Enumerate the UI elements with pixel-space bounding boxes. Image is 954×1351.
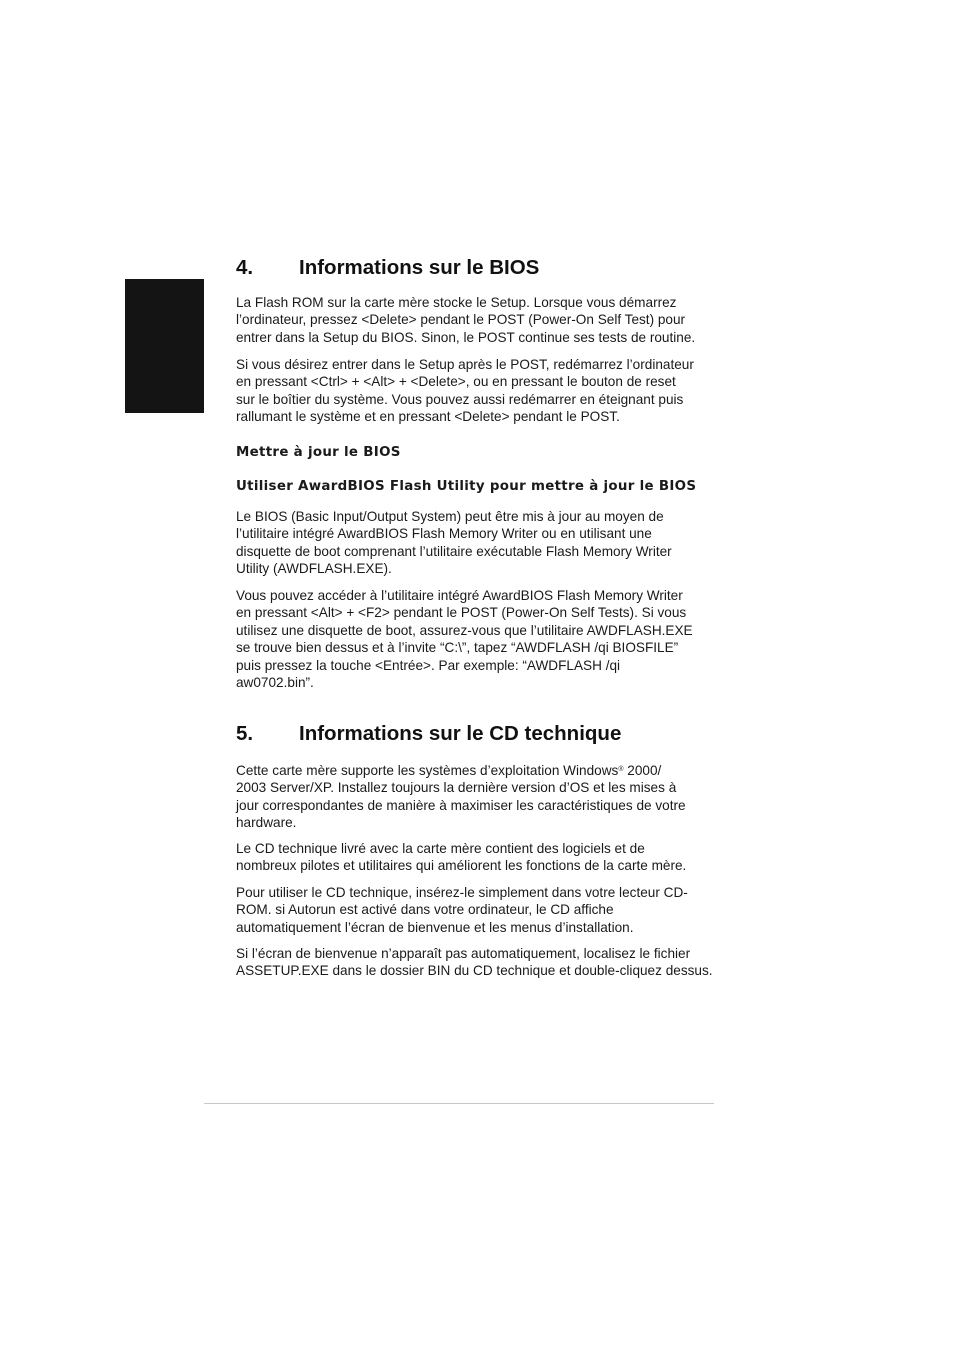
bios-intro-paragraph: [236, 294, 716, 346]
text-line: nombreux pilotes et utilitaires qui améliorent les fonctions de la carte mère.: [236, 858, 687, 874]
text-line: Le CD technique livré avec la carte mère contient des logiciels et de: [236, 841, 645, 856]
text-segment: 2000/: [623, 763, 662, 778]
text-line: Si vous désirez entrer dans le Setup après le POST, redémarrez l’ordinateur: [236, 357, 694, 372]
bios-setup-paragraph: [236, 356, 716, 426]
text-line: 2003 Server/XP. Installez toujours la dernière version d’OS et les mises à: [236, 780, 677, 796]
text-line: Pour utiliser le CD technique, insérez-le simplement dans votre lecteur CD-: [236, 885, 688, 900]
section-5-number: 5.: [236, 722, 254, 745]
awdflash-intro-paragraph: [236, 508, 716, 578]
text-line: Le BIOS (Basic Input/Output System) peut être mis à jour au moyen de: [236, 509, 664, 524]
text-line: automatiquement l’écran de bienvenue et les menus d’installation.: [236, 919, 634, 935]
text-line: La Flash ROM sur la carte mère stocke le Setup. Lorsque vous démarrez: [236, 295, 677, 310]
section-4-title: Informations sur le BIOS: [299, 256, 540, 279]
text-segment: Cette carte mère supporte les systèmes d’exploitation Windows: [236, 763, 619, 778]
text-line: hardware.: [236, 815, 297, 831]
cd-manual-launch-paragraph: [236, 945, 716, 980]
footer-divider: [204, 1103, 714, 1104]
text-line: se trouve bien dessus et à l’invite “C:\”, tapez “AWDFLASH /qi BIOSFILE”: [236, 640, 679, 656]
awdflash-usage-paragraph: [236, 587, 716, 691]
text-line: en pressant <Ctrl> + <Alt> + <Delete>, ou en pressant le bouton de reset: [236, 374, 676, 390]
text-line: entrer dans la Setup du BIOS. Sinon, le POST continue ses tests de routine.: [236, 329, 696, 345]
section-5-title: Informations sur le CD technique: [299, 722, 622, 745]
language-side-tab: [125, 279, 204, 413]
cd-contents-paragraph: [236, 840, 716, 875]
text-line: Utility (AWDFLASH.EXE).: [236, 561, 392, 577]
text-line: l’utilitaire intégré AwardBIOS Flash Memory Writer ou en utilisant une: [236, 526, 652, 542]
section-4-number: 4.: [236, 256, 254, 279]
awdflash-subheading: Utiliser AwardBIOS Flash Utility pour mettre à jour le BIOS: [236, 479, 697, 494]
text-line: l’ordinateur, pressez <Delete> pendant le POST (Power-On Self Test) pour: [236, 312, 686, 328]
update-bios-subheading: Mettre à jour le BIOS: [236, 445, 401, 460]
text-line: sur le boîtier du système. Vous pouvez aussi redémarrer en éteignant puis: [236, 391, 684, 407]
text-line: jour correspondantes de manière à maximiser les caractéristiques de votre: [236, 797, 686, 813]
text-line: [236, 762, 716, 779]
text-line: ROM. si Autorun est activé dans votre ordinateur, le CD affiche: [236, 902, 614, 918]
text-line: Si l’écran de bienvenue n’apparaît pas automatiquement, localisez le fichier: [236, 946, 691, 961]
text-line: puis pressez la touche <Entrée>. Par exemple: “AWDFLASH /qi: [236, 657, 621, 673]
text-line: Vous pouvez accéder à l’utilitaire intégré AwardBIOS Flash Memory Writer: [236, 588, 683, 603]
text-line: rallumant le système et en pressant <Delete> pendant le POST.: [236, 409, 620, 425]
text-line: disquette de boot comprenant l’utilitaire exécutable Flash Memory Writer: [236, 543, 672, 559]
cd-usage-paragraph: [236, 884, 716, 936]
text-line: aw0702.bin”.: [236, 675, 314, 691]
section-5-heading: [236, 722, 621, 746]
registered-mark: ®: [618, 766, 624, 773]
section-4-heading: [236, 256, 539, 280]
text-line: utilisez une disquette de boot, assurez-vous que l’utilitaire AWDFLASH.EXE: [236, 622, 693, 638]
os-support-paragraph: [236, 762, 716, 832]
text-line: en pressant <Alt> + <F2> pendant le POST (Power-On Self Tests). Si vous: [236, 605, 687, 621]
text-line: ASSETUP.EXE dans le dossier BIN du CD technique et double-cliquez dessus.: [236, 963, 713, 979]
